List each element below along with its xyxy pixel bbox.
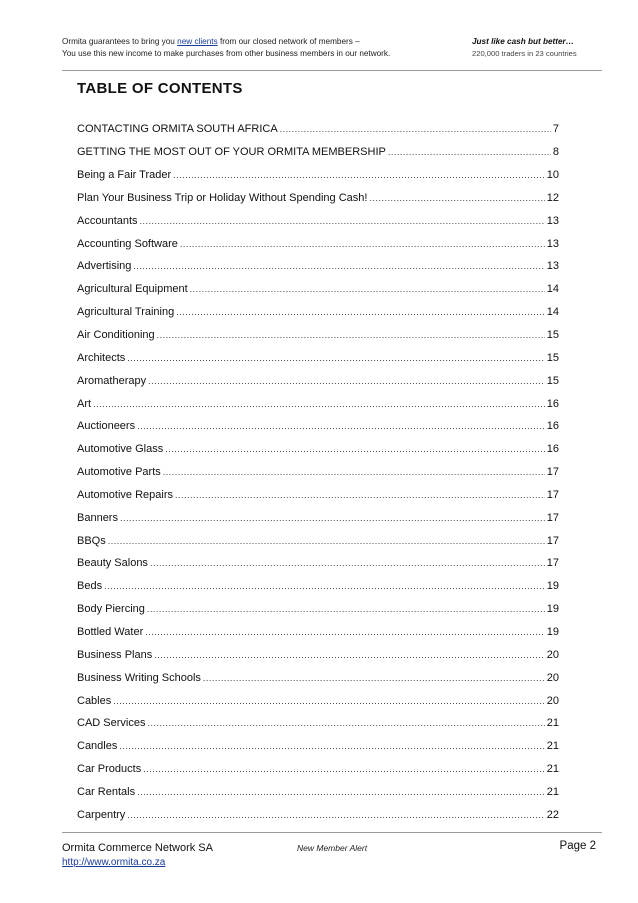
- toc-entry-page: 19: [546, 603, 559, 616]
- header-divider: [62, 70, 602, 71]
- toc-entry-label: Auctioneers: [77, 420, 136, 433]
- toc-entry-page: 7: [552, 123, 559, 136]
- toc-entry-page: 16: [546, 443, 559, 456]
- toc-entry-page: 12: [546, 191, 559, 204]
- dot-leader: [137, 421, 545, 431]
- toc-entry-page: 15: [546, 374, 559, 387]
- dot-leader: [108, 536, 545, 546]
- toc-entry-label: Business Plans: [77, 648, 153, 661]
- toc-entry[interactable]: [77, 232, 559, 255]
- toc-entry-label: Bottled Water: [77, 625, 144, 638]
- toc-entry[interactable]: [77, 438, 559, 461]
- website-link[interactable]: http://www.ormita.co.za: [62, 857, 166, 868]
- toc-entry[interactable]: [77, 209, 559, 232]
- toc-entry-label: Accountants: [77, 214, 138, 227]
- dot-leader: [127, 353, 544, 363]
- dot-leader: [104, 581, 545, 591]
- toc-entry[interactable]: [77, 552, 559, 575]
- dot-leader: [137, 787, 545, 797]
- toc-entry-page: 16: [546, 397, 559, 410]
- dot-leader: [113, 696, 545, 706]
- toc-entry[interactable]: [77, 689, 559, 712]
- toc-entry-label: Banners: [77, 511, 118, 524]
- toc-entry-label: CONTACTING ORMITA SOUTH AFRICA: [77, 123, 278, 136]
- toc-entry-label: Business Writing Schools: [77, 671, 201, 684]
- toc-entry-label: Advertising: [77, 260, 132, 273]
- toc-entry-label: Aromatherapy: [77, 374, 147, 387]
- toc-entry-page: 13: [546, 214, 559, 227]
- dot-leader: [280, 124, 551, 134]
- toc-entry[interactable]: [77, 118, 559, 141]
- footer-publication: New Member Alert: [297, 843, 368, 853]
- dot-leader: [127, 810, 544, 820]
- toc-entry-label: Car Products: [77, 763, 142, 776]
- toc-entry[interactable]: [77, 369, 559, 392]
- new-clients-link[interactable]: new clients: [177, 37, 218, 46]
- toc-entry[interactable]: [77, 506, 559, 529]
- toc-entry-page: 13: [546, 237, 559, 250]
- toc-entry-page: 20: [546, 648, 559, 661]
- header-statement: [62, 36, 462, 60]
- toc-entry-label: Plan Your Business Trip or Holiday Without Spending Cash!: [77, 191, 368, 204]
- toc-entry-label: Architects: [77, 351, 126, 364]
- toc-entry-label: Beauty Salons: [77, 557, 148, 570]
- toc-entry[interactable]: [77, 415, 559, 438]
- dot-leader: [150, 558, 545, 568]
- header-line-2: You use this new income to make purchases from other business members in our network.: [62, 49, 391, 58]
- header-line-1-end: from our closed network of members –: [217, 37, 360, 46]
- toc-entry-label: Art: [77, 397, 92, 410]
- toc-entry[interactable]: [77, 461, 559, 484]
- dot-leader: [163, 467, 545, 477]
- toc-entry-page: 22: [546, 808, 559, 821]
- toc-title: TABLE OF CONTENTS: [77, 80, 243, 97]
- toc-entry[interactable]: [77, 141, 559, 164]
- toc-entry-page: 21: [546, 763, 559, 776]
- toc-entry[interactable]: [77, 187, 559, 210]
- toc-entry-page: 17: [546, 557, 559, 570]
- toc-entry[interactable]: [77, 780, 559, 803]
- toc-entry-page: 21: [546, 785, 559, 798]
- toc-entry-page: 15: [546, 351, 559, 364]
- toc-entry[interactable]: [77, 484, 559, 507]
- toc-entry[interactable]: [77, 278, 559, 301]
- toc-entry-page: 21: [546, 740, 559, 753]
- toc-entry-page: 17: [546, 466, 559, 479]
- slogan: Just like cash but better…: [472, 37, 574, 46]
- page-number: Page 2: [559, 840, 596, 852]
- toc-list: [77, 118, 559, 826]
- toc-entry[interactable]: [77, 598, 559, 621]
- dot-leader: [147, 604, 545, 614]
- dot-leader: [173, 170, 545, 180]
- toc-entry[interactable]: [77, 712, 559, 735]
- header-tagline: [472, 36, 612, 60]
- dot-leader: [119, 741, 544, 751]
- toc-entry-label: Agricultural Training: [77, 306, 175, 319]
- toc-entry-page: 8: [552, 146, 559, 159]
- dot-leader: [120, 513, 545, 523]
- toc-entry-page: 10: [546, 169, 559, 182]
- footer-organization: Ormita Commerce Network SA: [62, 842, 213, 854]
- dot-leader: [133, 261, 544, 271]
- toc-entry[interactable]: [77, 529, 559, 552]
- toc-entry-page: 14: [546, 306, 559, 319]
- toc-entry-label: Automotive Parts: [77, 466, 161, 479]
- dot-leader: [369, 193, 544, 203]
- footer-divider: [62, 832, 602, 833]
- toc-entry[interactable]: [77, 621, 559, 644]
- dot-leader: [140, 216, 545, 226]
- dot-leader: [148, 376, 545, 386]
- toc-entry-page: 13: [546, 260, 559, 273]
- toc-entry-label: CAD Services: [77, 717, 146, 730]
- toc-entry-label: Candles: [77, 740, 118, 753]
- header-line-1: [62, 36, 462, 48]
- toc-entry-label: GETTING THE MOST OUT OF YOUR ORMITA MEMBERSHIP: [77, 146, 386, 159]
- toc-entry-label: Agricultural Equipment: [77, 283, 188, 296]
- toc-entry-label: Accounting Software: [77, 237, 178, 250]
- toc-entry[interactable]: [77, 392, 559, 415]
- toc-entry[interactable]: [77, 346, 559, 369]
- header-line-1-start: Ormita guarantees to bring you: [62, 37, 178, 46]
- toc-entry-label: Air Conditioning: [77, 329, 155, 342]
- toc-entry-page: 19: [546, 580, 559, 593]
- toc-entry-label: Carpentry: [77, 808, 126, 821]
- toc-entry-label: Cables: [77, 694, 112, 707]
- toc-entry-label: Automotive Repairs: [77, 488, 173, 501]
- toc-entry-page: 17: [546, 511, 559, 524]
- toc-entry-page: 14: [546, 283, 559, 296]
- toc-entry[interactable]: [77, 324, 559, 347]
- traders-count: 220,000 traders in 23 countries: [472, 49, 577, 58]
- toc-entry[interactable]: [77, 758, 559, 781]
- dot-leader: [175, 490, 545, 500]
- toc-entry-page: 16: [546, 420, 559, 433]
- toc-entry-page: 17: [546, 488, 559, 501]
- toc-entry-label: Beds: [77, 580, 103, 593]
- toc-entry-label: Being a Fair Trader: [77, 169, 172, 182]
- toc-entry[interactable]: [77, 803, 559, 826]
- page-footer: [62, 838, 602, 878]
- dot-leader: [190, 284, 545, 294]
- toc-entry-page: 20: [546, 694, 559, 707]
- toc-entry-label: Car Rentals: [77, 785, 136, 798]
- toc-entry-page: 15: [546, 329, 559, 342]
- toc-entry-label: BBQs: [77, 534, 106, 547]
- dot-leader: [176, 307, 545, 317]
- dot-leader: [145, 627, 545, 637]
- toc-entry[interactable]: [77, 301, 559, 324]
- dot-leader: [165, 444, 545, 454]
- dot-leader: [203, 673, 545, 683]
- dot-leader: [154, 650, 545, 660]
- toc-entry[interactable]: [77, 255, 559, 278]
- toc-entry-label: Automotive Glass: [77, 443, 164, 456]
- toc-entry-label: Body Piercing: [77, 603, 145, 616]
- dot-leader: [143, 764, 545, 774]
- dot-leader: [180, 239, 545, 249]
- dot-leader: [147, 718, 544, 728]
- toc-entry-page: 17: [546, 534, 559, 547]
- dot-leader: [388, 147, 551, 157]
- toc-entry[interactable]: [77, 666, 559, 689]
- toc-entry[interactable]: [77, 164, 559, 187]
- toc-entry-page: 19: [546, 625, 559, 638]
- toc-entry[interactable]: [77, 575, 559, 598]
- toc-entry-page: 20: [546, 671, 559, 684]
- dot-leader: [93, 399, 545, 409]
- toc-entry[interactable]: [77, 643, 559, 666]
- toc-entry-page: 21: [546, 717, 559, 730]
- dot-leader: [157, 330, 545, 340]
- toc-entry[interactable]: [77, 735, 559, 758]
